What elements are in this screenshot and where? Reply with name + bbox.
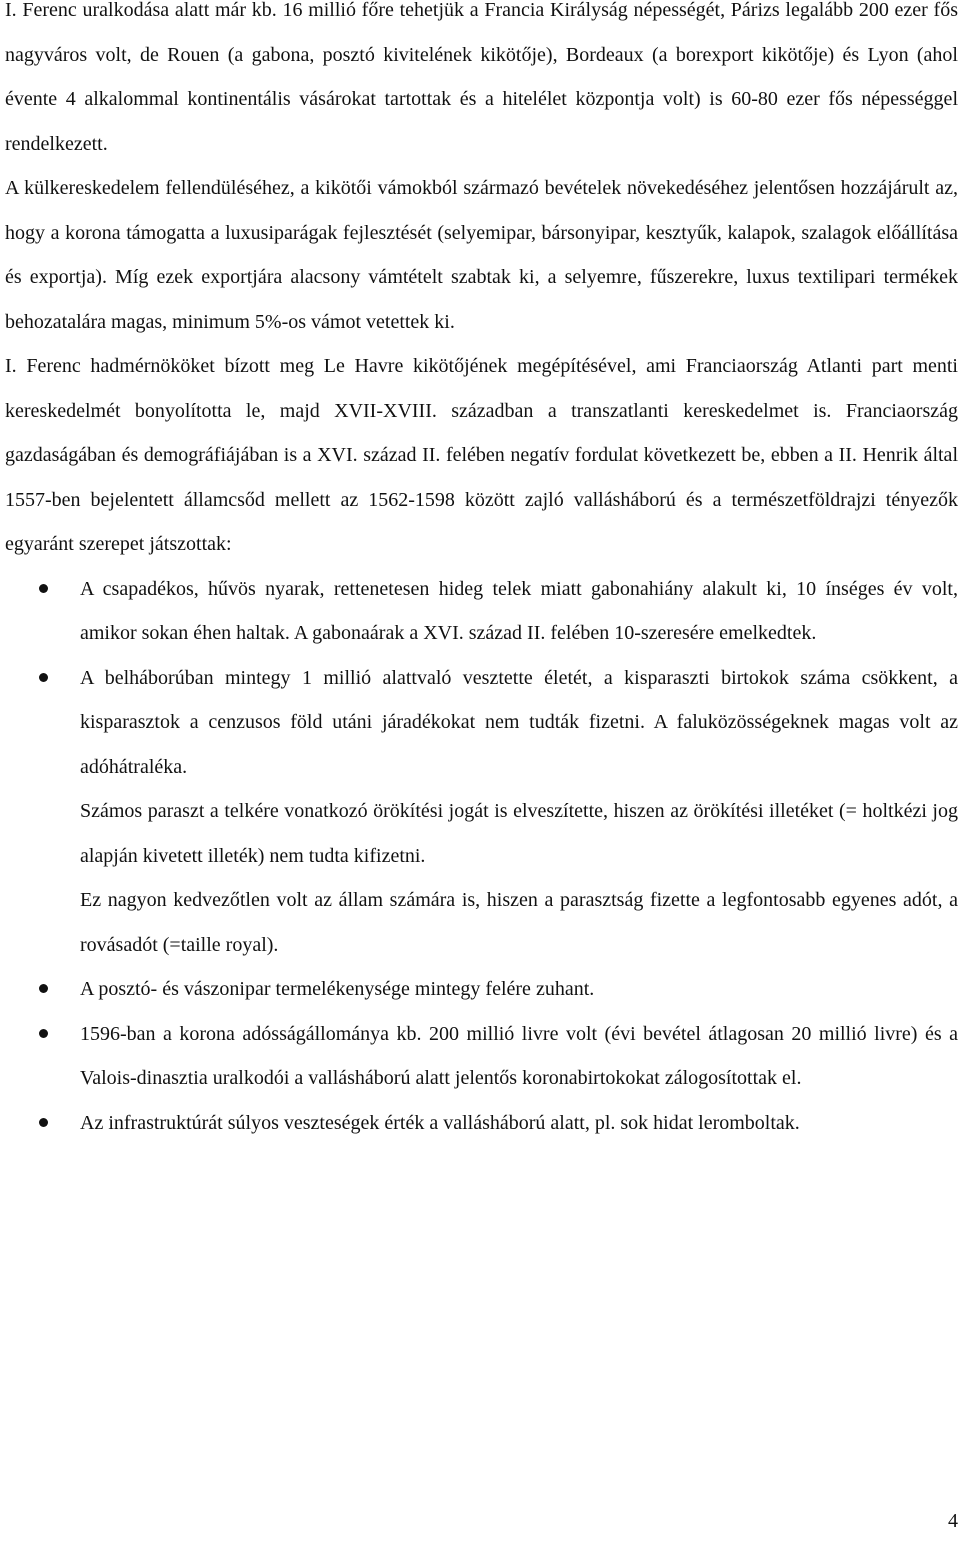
- bullet-icon: [39, 673, 48, 682]
- list-item: [5, 1012, 958, 1101]
- list-item-text: 1596-ban a korona adósságállománya kb. 200 millió livre volt (évi bevétel átlagosan 20 millió livre) és a Valois-dinasztia uralkodói a vallásháború alatt jelentős koronabirtokokat zálogosítottak el.: [80, 1022, 958, 1089]
- list-item-text: A csapadékos, hűvös nyarak, rettenetesen hideg telek miatt gabonahiány alakult ki, 10 ínséges év volt, amikor sokan éhen haltak. A gabonaárak a XVI. század II. felében 10-szeresére emelkedtek.: [80, 577, 958, 644]
- document-page: [5, 0, 958, 1145]
- indented-paragraph-tax: Ez nagyon kedvezőtlen volt az állam számára is, hiszen a parasztság fizette a legfontosabb egyenes adót, a rovásadót (=taille royal).: [80, 889, 958, 956]
- bullet-icon: [39, 1118, 48, 1127]
- paragraph-population: I. Ferenc uralkodása alatt már kb. 16 millió főre tehetjük a Francia Királyság népességét, Párizs legalább 200 ezer fős nagyváros volt, de Rouen (a gabona, posztó kivitelének kikötője), Bordeaux (a borexport kikötője) és Lyon (ahol évente 4 alkalommal kontinentális vásárokat tartottak és a hitelélet központja volt) is 60-80 ezer fős népességgel rendelkezett.: [5, 0, 958, 155]
- list-item-text: A posztó- és vászonipar termelékenysége mintegy felére zuhant.: [80, 978, 595, 1000]
- indented-paragraph-inheritance: Számos paraszt a telkére vonatkozó örökítési jogát is elveszítette, hiszen az örökítési illetéket (= holtkézi jog alapján kivetett illeték) nem tudta kifizetni.: [80, 800, 958, 867]
- list-item: [5, 567, 958, 656]
- list-item-text: Az infrastruktúrát súlyos veszteségek érték a vallásháború alatt, pl. sok hidat leromboltak.: [80, 1111, 800, 1134]
- list-item-text: A belháborúban mintegy 1 millió alattvaló vesztette életét, a kisparaszti birtokok száma csökkent, a kisparasztok a cenzusos föld utáni járadékokat nem tudták fizetni. A faluközösségeknek magas volt az adóhátraléka.: [80, 666, 958, 778]
- list-item: [5, 656, 958, 790]
- bullet-list-consequences: [5, 967, 958, 1145]
- bullet-icon: [39, 1029, 48, 1038]
- bullet-icon: [39, 984, 48, 993]
- page-number: 4: [948, 1510, 958, 1532]
- bullet-list-causes: [5, 567, 958, 790]
- list-item: [5, 1101, 958, 1146]
- paragraph-foreign-trade: A külkereskedelem fellendüléséhez, a kikötői vámokból származó bevételek növekedéséhez jelentősen hozzájárult az, hogy a korona támogatta a luxusiparágak fejlesztését (selyemipar, bársonyipar, kesztyűk, kalapok, szalagok előállítása és exportja). Míg ezek exportjára alacsony vámtételt szabtak ki, a selyemre, fűszerekre, luxus textilipari termékek behozatalára magas, minimum 5%-os vámot vetettek ki.: [5, 177, 958, 333]
- bullet-icon: [39, 584, 48, 593]
- list-item: [5, 967, 958, 1012]
- paragraph-le-havre: I. Ferenc hadmérnököket bízott meg Le Havre kikötőjének megépítésével, ami Franciaország Atlanti part menti kereskedelmét bonyolította le, majd XVII-XVIII. században a transzatlanti kereskedelmet is. Franciaország gazdaságában és demográfiájában is a XVI. század II. felében negatív fordulat következett be, ebben a II. Henrik által 1557-ben bejelentett államcsőd mellett az 1562-1598 között zajló vallásháború és a természetföldrajzi tényezők egyaránt szerepet játszottak:: [5, 355, 958, 555]
